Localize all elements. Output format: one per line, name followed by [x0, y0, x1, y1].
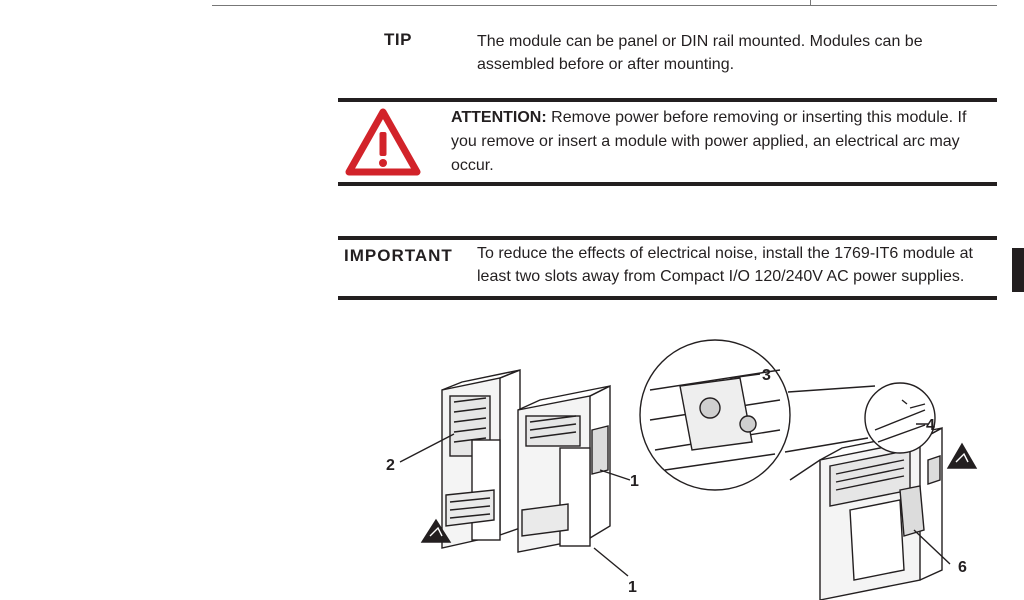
attention-label: ATTENTION:	[451, 109, 547, 126]
attention-body: Remove power before removing or inserting this module. If you remove or insert a module with power applied, an electrical arc may occur.	[451, 109, 967, 174]
callout-6: 6	[958, 559, 967, 576]
tip-text: The module can be panel or DIN rail mounted. Modules can be assembled before or after mounting.	[477, 33, 923, 73]
important-text: To reduce the effects of electrical noise, install the 1769-IT6 module at least two slots away from Compact I/O 120/240V AC power supplies.	[477, 245, 973, 285]
important-top-rule	[338, 236, 997, 240]
left-module-drawing	[442, 370, 520, 548]
attention-bottom-rule	[338, 182, 997, 186]
callout-2: 2	[386, 457, 395, 474]
warning-triangle-icon	[345, 108, 421, 176]
header-rule	[212, 5, 997, 6]
important-bottom-rule	[338, 296, 997, 300]
middle-module-drawing	[518, 386, 610, 552]
lock-zoom-circle	[865, 383, 935, 453]
callout-4: 4	[926, 417, 935, 434]
important-label: IMPORTANT	[344, 246, 453, 265]
chapter-tab	[1012, 248, 1024, 292]
attention-text	[451, 106, 981, 178]
header-divider	[810, 0, 811, 6]
tip-label: TIP	[384, 30, 412, 49]
esd-warning-icon-2	[948, 444, 976, 468]
callout-1-upper: 1	[630, 473, 639, 490]
callout-3: 3	[762, 367, 771, 384]
module-assembly-figure	[380, 330, 990, 600]
attention-top-rule	[338, 98, 997, 102]
right-module-drawing	[820, 428, 942, 600]
callout-1-lower: 1	[628, 579, 637, 596]
